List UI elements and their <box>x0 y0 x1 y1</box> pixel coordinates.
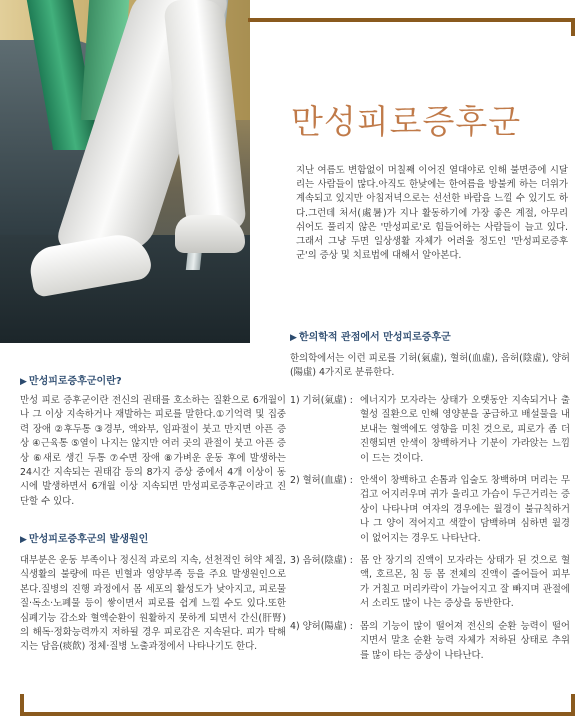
section-heading-what-text: 만성피로증후군이란? <box>28 376 122 387</box>
section-heading-cause <box>20 530 148 545</box>
list-item-qi-deficiency <box>290 394 570 466</box>
list-item-label: 1) 기허(氣虛) : <box>290 395 353 406</box>
frame-line-top <box>248 18 574 22</box>
list-item-label: 4) 양허(陽虛) : <box>290 621 353 632</box>
section-heading-oriental <box>290 328 451 343</box>
list-item-text: 몸 안 장기의 진액이 모자라는 상태가 된 것으로 혈액, 호르몬, 침 등 몸 전체의 진액이 줄어들어 피부가 거칠고 머리카락이 가늘어지고 잘 빠지며 관절에서 소리도 많이 나는 증상을 동반한다. <box>360 555 570 610</box>
frame-corner-bottom-left <box>20 694 24 716</box>
what-paragraph: 만성 피로 증후군이란 전신의 권태를 호소하는 질환으로 6개월이나 그 이상 지속하거나 재발하는 피로를 말한다.①기억력 및 집중력 장애 ②후두통 ③경부, 액와부, 임파절이 붓고 만지면 아픈 증상 ④근육통 ⑤열이 나지는 않지만 여러 곳의 관절이 붓고 아픈 증상 ⑥새로 생긴 두통 ⑦수면 장애 ⑧가벼운 운동 후에 발생하는 24시간 지속되는 권태감 등의 8가지 증상 중에서 4개 이상이 동시에 발생하면서 6개월 이상 지속되면 만성피로증후군이라고 진단할 수 있다. <box>20 395 286 507</box>
list-item-yin-deficiency <box>290 554 570 612</box>
intro-paragraph: 지난 여름도 변함없이 머칠째 이어진 열대야로 인해 불면증에 시달리는 사람들이 많다.아직도 한낮에는 한여름을 방불케 하는 더위가 계속되고 있지만 아침저녁으로는 선선한 바람을 느낄 수 있기도 하다.그런데 처서(處暑)가 지나 활동하기에 가장 좋은 계절, 아무리 쉬어도 풀리지 않은 '만성피로'로 힘들어하는 사람들이 늘고 있다. 그래서 그냥 두면 일상생활 자체가 어려울 정도인 '만성피로증후군'의 증상 및 치료법에 대해서 알아본다. <box>296 165 568 262</box>
triangle-bullet-icon: ▶ <box>290 333 297 343</box>
triangle-bullet-icon: ▶ <box>20 535 27 545</box>
triangle-bullet-icon: ▶ <box>20 377 27 387</box>
frame-corner-bottom-right <box>571 694 575 716</box>
runner-shoe-back <box>175 215 245 253</box>
list-item-yang-deficiency <box>290 620 570 663</box>
list-item-label: 2) 혈허(血虛) : <box>290 475 353 486</box>
oriental-paragraph: 한의학에서는 이런 피로를 기허(氣虛), 혈허(血虛), 음허(陰虛), 양허(陽虛) 4가지로 분류한다. <box>290 353 570 379</box>
list-item-blood-deficiency <box>290 474 570 546</box>
frame-line-right <box>571 18 575 36</box>
section-heading-what <box>20 372 122 387</box>
cause-paragraph: 대부분은 운동 부족이나 정신적 과로의 지속, 선천적인 허약 체질, 식생활의 불량에 따른 빈혈과 영양부족 등을 주요 발생원인으로 본다.질병의 진행 과정에서 몸 세포의 활성도가 낮아지고, 피로물질·독소·노폐물 등이 쌓이면서 피로를 쉽게 느낄 수도 있다.또한 심폐기능 감소와 혈액순환이 원활하지 못하게 되면서 간신(肝腎)의 해독·정화능력까지 저하될 경우 피로감은 지속된다. 피가 탁해지는 담음(痰飮) 정체·질병 노출과정에서 나타나기도 한다. <box>20 555 286 653</box>
section-heading-cause-text: 만성피로증후군의 발생원인 <box>28 534 149 545</box>
section-heading-oriental-text: 한의학적 관점에서 만성피로증후군 <box>298 332 451 343</box>
page-title: 만성피로증후군 <box>291 102 522 141</box>
list-item-label: 3) 음허(陰虛) : <box>290 555 353 566</box>
list-item-text: 몸의 기능이 많이 떨어져 전신의 순환 능력이 떨어지면서 말초 순환 능력 자체가 저하된 상태로 추위를 많이 타는 증상이 나타난다. <box>360 621 570 661</box>
list-item-text: 에너지가 모자라는 상태가 오랫동안 지속되거나 출혈성 질환으로 인해 영양분을 공급하고 배설물을 내보내는 혈액에도 영향을 미친 것으로, 피로가 좀 더 진행되면 안색이 창백하거나 기분이 가라앉는 느낌이 드는 것이다. <box>360 395 570 464</box>
treadmill-photo <box>0 0 250 343</box>
frame-line-bottom <box>20 712 575 716</box>
list-item-text: 안색이 창백하고 손톱과 입술도 창백하며 머리는 무겁고 어지러우며 귀가 울리고 가슴이 두근거리는 증상이 나타나며 여자의 경우에는 월경이 불규칙하거나 그 양이 적어지고 색깔이 담백하며 심하면 월경이 없어지는 경우도 나타난다. <box>360 475 570 544</box>
